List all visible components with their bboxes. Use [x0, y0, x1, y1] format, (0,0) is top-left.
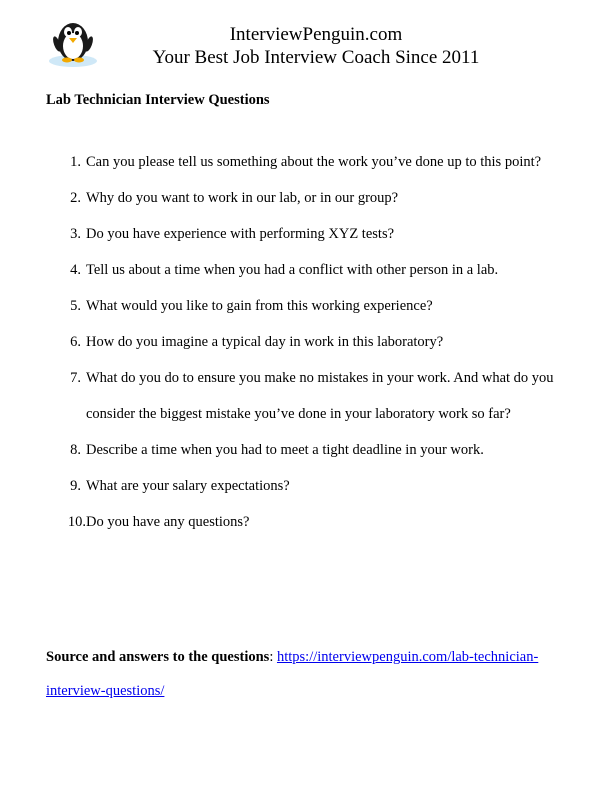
document-title: Lab Technician Interview Questions — [46, 92, 270, 108]
question-item — [0, 288, 603, 324]
question-item — [0, 216, 603, 252]
source-line — [46, 640, 566, 708]
question-number: 1. — [70, 154, 81, 170]
question-text: Can you please tell us something about the work you’ve done up to this point? — [86, 154, 542, 170]
question-text: What do you do to ensure you make no mistakes in your work. And what do you consider the biggest mistake you’ve done in your laboratory work so far? — [86, 370, 554, 422]
question-number: 9. — [70, 478, 81, 494]
question-number: 10. — [67, 514, 86, 530]
question-text: How do you imagine a typical day in work in this laboratory? — [86, 334, 444, 350]
question-text: Do you have experience with performing XYZ tests? — [86, 226, 395, 242]
question-text: Describe a time when you had to meet a tight deadline in your work. — [86, 442, 484, 458]
question-number: 7. — [70, 370, 81, 386]
penguin-logo-icon — [46, 14, 100, 68]
question-text: Tell us about a time when you had a conflict with other person in a lab. — [86, 262, 499, 278]
question-number: 2. — [70, 190, 81, 206]
question-item — [0, 180, 603, 216]
source-link[interactable]: https://interviewpenguin.com/lab-technician-interview-questions/ — [46, 649, 539, 699]
question-number: 4. — [70, 262, 81, 278]
question-item — [0, 252, 603, 288]
question-item — [0, 144, 603, 180]
source-separator: : — [269, 649, 277, 665]
question-item — [0, 324, 603, 360]
question-text: Why do you want to work in our lab, or in our group? — [86, 190, 399, 206]
question-item — [0, 432, 603, 468]
site-tagline: Your Best Job Interview Coach Since 2011 — [152, 47, 480, 68]
site-header — [100, 23, 532, 69]
question-number: 3. — [70, 226, 81, 242]
questions-list — [0, 144, 603, 540]
question-number: 8. — [70, 442, 81, 458]
question-item — [0, 504, 603, 540]
question-text: What are your salary expectations? — [86, 478, 290, 494]
source-label: Source and answers to the questions — [46, 649, 270, 665]
question-item — [0, 360, 603, 432]
question-item — [0, 468, 603, 504]
question-number: 6. — [70, 334, 81, 350]
question-text: Do you have any questions? — [86, 514, 250, 530]
question-number: 5. — [70, 298, 81, 314]
question-text: What would you like to gain from this working experience? — [86, 298, 433, 314]
site-name: InterviewPenguin.com — [229, 24, 403, 45]
